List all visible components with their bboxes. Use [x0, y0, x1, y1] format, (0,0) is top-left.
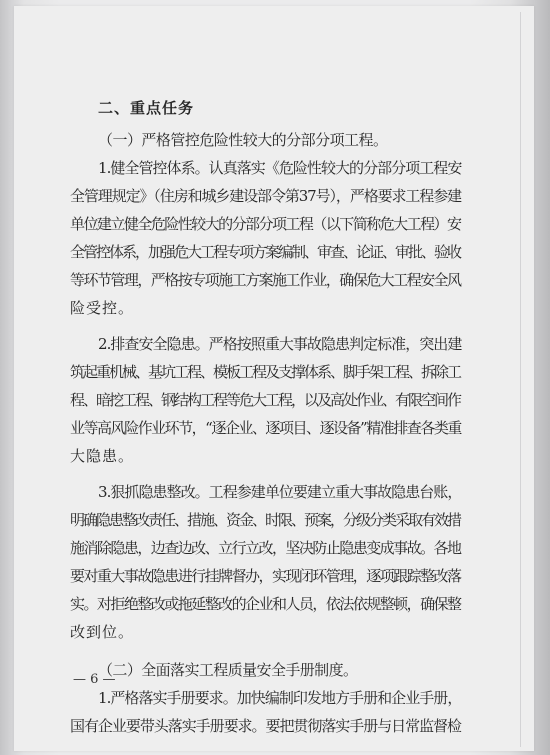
text-line: 等环节管理，严格按专项施工方案施工作业，确保危大工程安全风 [70, 271, 461, 289]
text-line: 明确隐患整改责任、措施、资金、时限、预案，分级分类采取有效措 [70, 511, 461, 529]
text-line: 程、暗挖工程、钢结构工程等危大工程，以及高处作业、有限空间作 [70, 391, 461, 409]
text-line: （二）全面落实工程质量安全手册制度。 [98, 661, 358, 679]
text-line: 要对重大事故隐患进行挂牌督办，实现闭环管理，逐项跟踪整改落 [70, 567, 461, 585]
text-line: 单位建立健全危险性较大的分部分项工程（以下简称危大工程）安 [70, 215, 461, 233]
text-line: 3.狠抓隐患整改。工程参建单位要建立重大事故隐患台账， [98, 483, 462, 501]
text-line: 实。对拒绝整改或拖延整改的企业和人员，依法依规整顿，确保整 [70, 595, 461, 613]
text-line: 施消除隐患，边查边改、立行立改，坚决防止隐患变成事故。各地 [70, 539, 461, 557]
page-number: — 6 — [73, 672, 116, 687]
text-line: 1.严格落实手册要求。加快编制印发地方手册和企业手册， [98, 689, 462, 707]
text-line: 业等高风险作业环节，“逐企业、逐项目、逐设备”精准排查各类重 [70, 419, 461, 437]
text-line: 改到位。 [70, 623, 135, 641]
text-line: 全管理规定》（住房和城乡建设部令第37号），严格要求工程参建 [70, 187, 461, 205]
text-line: 国有企业要带头落实手册要求。要把贯彻落实手册与日常监督检 [70, 717, 461, 735]
text-line: （一）严格管控危险性较大的分部分项工程。 [98, 131, 388, 149]
text-line: 筑起重机械、基坑工程、模板工程及支撑体系、脚手架工程、拆除工 [70, 363, 461, 381]
text-line: 险受控。 [70, 299, 135, 317]
text-line: 1.健全管控体系。认真落实《危险性较大的分部分项工程安 [98, 159, 462, 177]
text-line: 全管控体系，加强危大工程专项方案编制、审查、论证、审批、验收 [70, 243, 461, 261]
text-line: 大隐患。 [70, 447, 135, 465]
text-line: 2.排查安全隐患。严格按照重大事故隐患判定标准，突出建 [98, 335, 462, 353]
section-heading: 二、重点任务 [98, 99, 195, 117]
